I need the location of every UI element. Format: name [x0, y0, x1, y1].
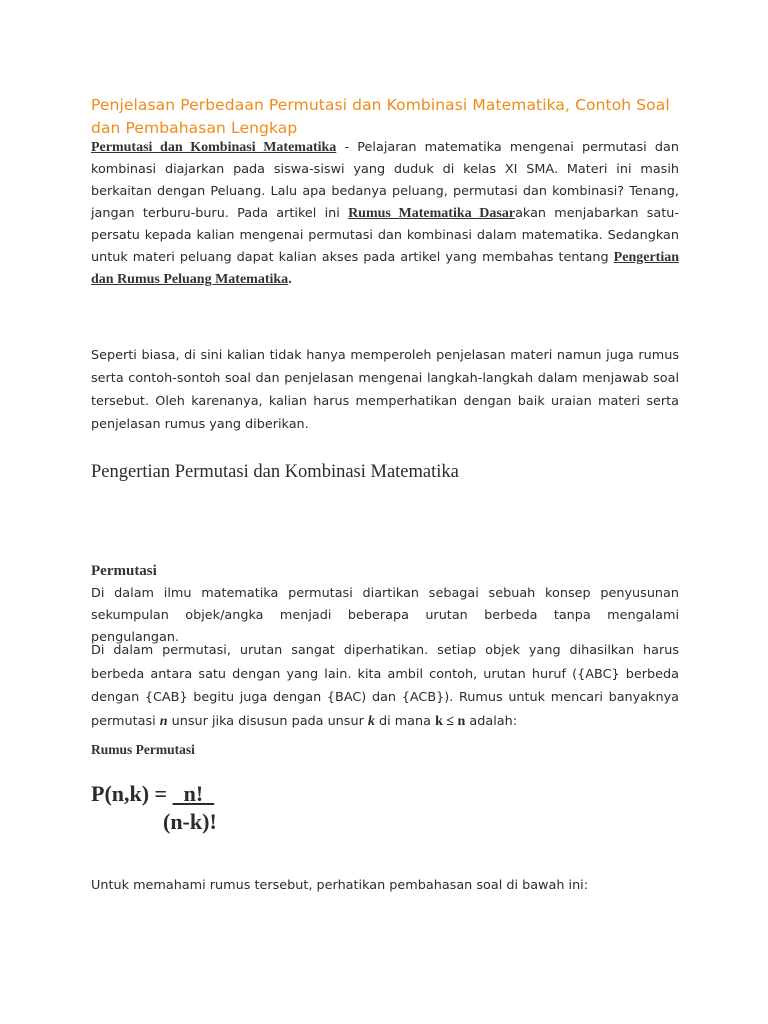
heading-rumus-permutasi: Rumus Permutasi — [91, 742, 195, 757]
formula-numerator: n! — [172, 781, 215, 806]
link-pengertian-rumus-peluang[interactable]: Pengertian dan Rumus Peluang Matematika — [91, 250, 679, 287]
link-permutasi-kombinasi[interactable]: Permutasi dan Kombinasi Matematika — [91, 140, 337, 155]
intro-text-3: . — [288, 272, 292, 287]
heading-permutasi: Permutasi — [91, 563, 157, 579]
formula-denominator: (n-k)! — [163, 809, 217, 834]
permutation-formula — [91, 779, 217, 834]
document-title: Penjelasan Perbedaan Permutasi dan Kombinasi Matematika, Contoh Soal dan Pembahasan Lengkap — [91, 96, 670, 137]
variable-k: k — [367, 713, 375, 729]
variable-n: n — [159, 713, 168, 729]
link-rumus-matematika-dasar[interactable]: Rumus Matematika Dasar — [348, 206, 516, 221]
para4-text-1: Di dalam permutasi, urutan sangat diperhatikan. setiap objek yang dihasilkan harus berbeda antara satu dengan yang lain. kita ambil contoh, urutan huruf ({ABC} berbeda dengan {CAB} begitu juga dengan {BAC) dan {ACB}). Rumus untuk mencari banyaknya permutasi — [91, 643, 679, 729]
heading-pengertian: Pengertian Permutasi dan Kombinasi Matematika — [91, 462, 459, 482]
formula-lhs: P(n,k) = — [91, 781, 173, 806]
intro-paragraph — [91, 137, 679, 291]
paragraph-definisi-permutasi: Di dalam ilmu matematika permutasi diartikan sebagai sebuah konsep penyusunan sekumpulan objek/angka menjadi beberapa urutan berbeda tanpa mengalami pengulangan. — [91, 586, 679, 645]
paragraph-untuk-memahami: Untuk memahami rumus tersebut, perhatikan pembahasan soal di bawah ini: — [91, 878, 589, 893]
para4-text-2: unsur jika disusun pada unsur — [167, 713, 368, 729]
paragraph-urutan — [91, 639, 679, 733]
intro-text-1: - Pelajaran matematika mengenai permutasi dan kombinasi diajarkan pada siswa-siswi yang duduk di kelas XI SMA. Materi ini masih berkaitan dengan Peluang. Lalu apa bedanya peluang, permutasi dan kombinasi? Tenang, jangan terburu-buru. Pada artikel ini — [91, 140, 679, 221]
paragraph-seperti-biasa: Seperti biasa, di sini kalian tidak hanya memperoleh penjelasan materi namun juga rumus serta contoh-sontoh soal dan penjelasan mengenai langkah-langkah dalam menjawab soal tersebut. Oleh karenanya, kalian harus memperhatikan dengan baik uraian materi serta penjelasan rumus yang diberikan. — [91, 348, 679, 432]
condition-k-le-n: k ≤ n — [435, 713, 466, 729]
para4-text-3: di mana — [374, 713, 436, 729]
intro-text-2: akan menjabarkan satu-persatu kepada kalian mengenai permutasi dan kombinasi dalam matematika. Sedangkan untuk materi peluang dapat kalian akses pada artikel yang membahas tentang — [91, 206, 679, 265]
para4-text-4: adalah: — [465, 713, 518, 729]
